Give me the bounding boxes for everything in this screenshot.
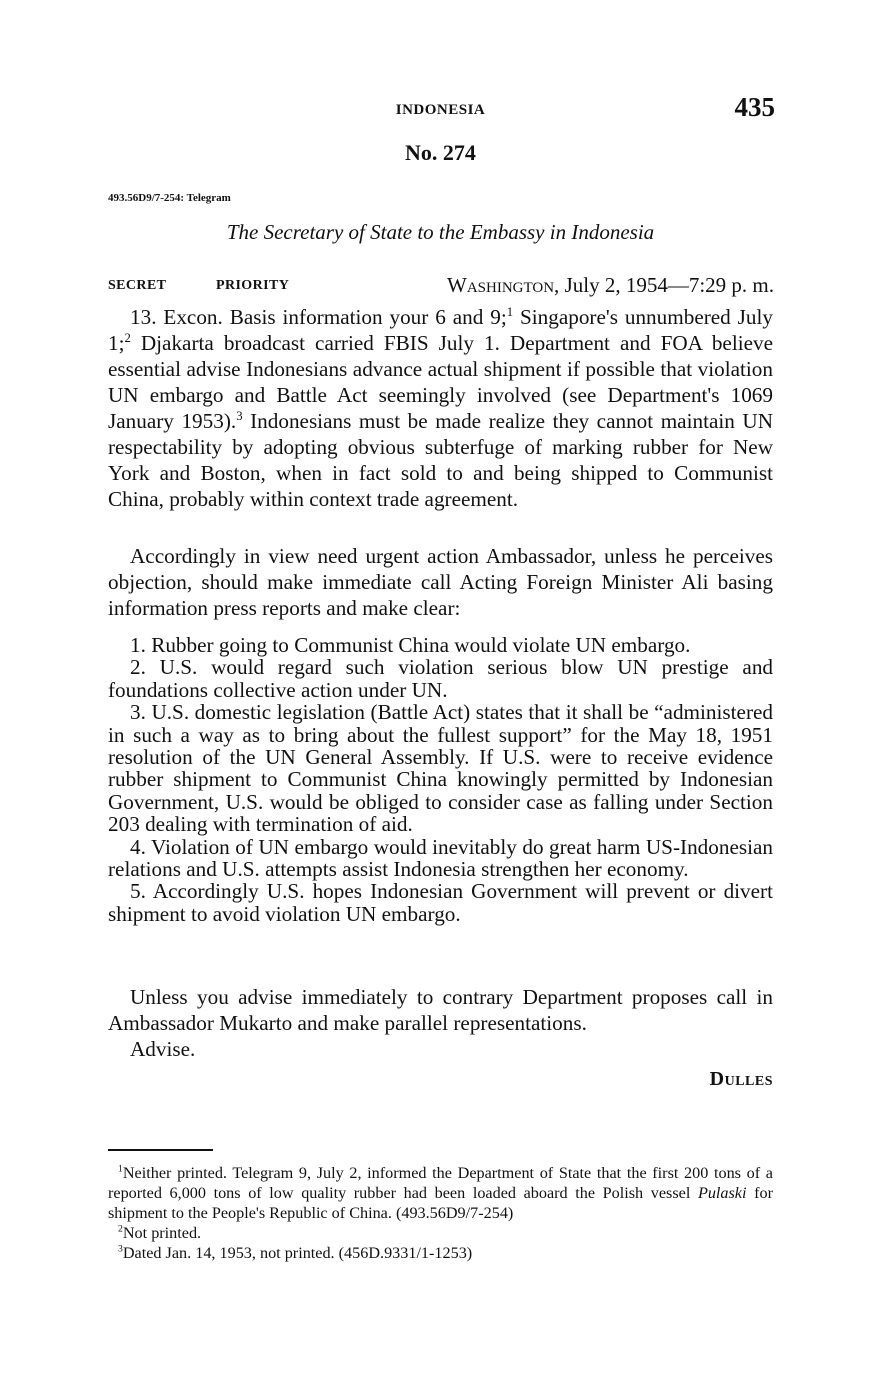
classification-label: SECRET (108, 278, 167, 293)
footnotes (108, 1163, 773, 1263)
footnote-1-mark: 1 (118, 1163, 123, 1175)
footnote-ref-2: 2 (124, 330, 131, 345)
priority-label: PRIORITY (216, 278, 290, 293)
point-1: 1. Rubber going to Communist China would violate UN embargo. (130, 633, 691, 657)
paragraph-4-text: Advise. (130, 1037, 196, 1061)
numbered-points (108, 634, 773, 925)
dateline-date: July 2, 1954—7:29 p. m. (559, 273, 774, 297)
footnote-ref-3: 3 (236, 408, 243, 423)
paragraph-3-text: Unless you advise immediately to contrary Department proposes call in Ambassador Mukarto and make parallel representations. (108, 985, 773, 1035)
page-number: 435 (734, 92, 775, 122)
dateline-place: Washington, (447, 273, 560, 297)
footnote-ref-1: 1 (506, 304, 514, 319)
point-4: 4. Violation of UN embargo would inevitably do great harm US-Indonesian relations and U.S. attempts assist Indonesia strengthen her economy. (108, 834, 773, 882)
footnote-1 (108, 1163, 773, 1223)
footnote-3-text: Dated Jan. 14, 1953, not printed. (456D.9331/1-1253) (122, 1244, 473, 1262)
footnote-2 (108, 1223, 773, 1243)
footnote-divider (108, 1149, 213, 1151)
paragraph-2-text: Accordingly in view need urgent action Ambassador, unless he perceives objection, should make immediate call Acting Foreign Minister Ali basing information press reports and make clear: (108, 544, 773, 620)
signature: Dulles (709, 1068, 773, 1090)
paragraph-1 (108, 304, 773, 512)
para1-part-b: Singapore's unnumbered July 1; (108, 305, 773, 355)
para1-part-d: Indonesians must be made realize they cannot maintain UN respectability by adopting obvious subterfuge of marking rubber for New York and Boston, when in fact sold to and being shipped to Communist China, probably within context trade agreement. (108, 409, 773, 511)
point-3: 3. U.S. domestic legislation (Battle Act) states that it shall be “administered in such a way as to bring about the fullest support” for the May 18, 1951 resolution of the UN General Assembly. If U.S. were to receive evidence rubber shipment to Communist China knowingly permitted by Indonesian Government, U.S. would be obliged to consider case as falling under Section 203 dealing with termination of aid. (108, 700, 773, 837)
document-number: No. 274 (405, 140, 476, 165)
para1-part-a: 13. Excon. Basis information your 6 and 9; (130, 305, 507, 329)
footnote-2-text: Not printed. (122, 1224, 202, 1242)
paragraph-3 (108, 984, 773, 1036)
point-2: 2. U.S. would regard such violation serious blow UN prestige and foundations collective action under UN. (108, 655, 773, 702)
footnote-1-text-b: for shipment to the People's Republic of China. (493.56D9/7-254) (108, 1184, 773, 1222)
running-head: INDONESIA (395, 102, 486, 118)
paragraph-4 (108, 1036, 773, 1062)
document-caption: The Secretary of State to the Embassy in Indonesia (226, 220, 655, 244)
paragraph-2 (108, 543, 773, 621)
footnote-1-text-a: Neither printed. Telegram 9, July 2, informed the Department of State that the first 200 tons of a reported 6,000 tons of low quality rubber had been loaded aboard the Polish vessel (108, 1164, 773, 1202)
footnote-3-mark: 3 (118, 1243, 123, 1255)
dateline (447, 273, 774, 298)
para1-part-c: Djakarta broadcast carried FBIS July 1. Department and FOA believe essential advise Indonesians advance actual shipment if possible that violation UN embargo and Battle Act seemingly involved (see Department's 1069 January 1953). (108, 331, 773, 433)
footnote-2-mark: 2 (118, 1223, 123, 1235)
point-5: 5. Accordingly U.S. hopes Indonesian Government will prevent or divert shipment to avoid violation UN embargo. (108, 879, 773, 926)
footnote-3 (108, 1243, 773, 1263)
file-reference: 493.56D9/7-254: Telegram (108, 192, 231, 204)
footnote-1-vessel: Pulaski (697, 1184, 747, 1202)
